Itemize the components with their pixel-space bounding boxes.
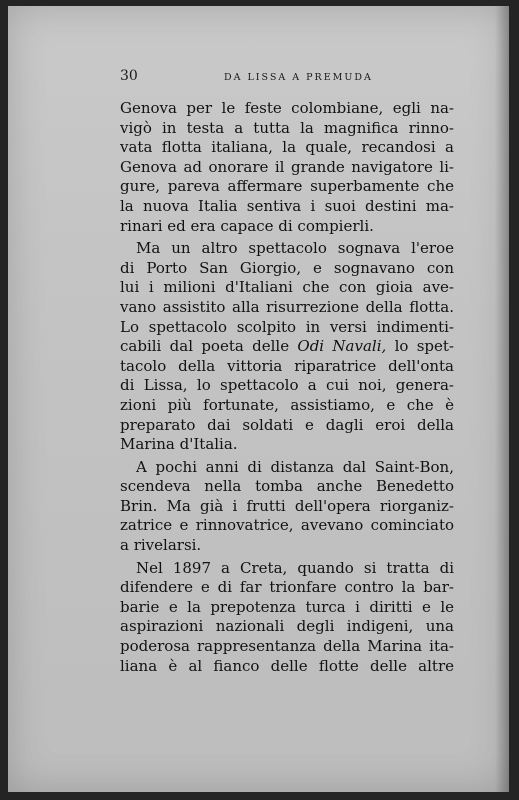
text-line: A pochi anni di distanza dal Saint-Bon, xyxy=(136,457,454,476)
text-line: Marina d'Italia. xyxy=(120,435,238,454)
text-line: Brin. Ma già i frutti dell'opera riorganiz- xyxy=(120,496,454,515)
paragraph-3 xyxy=(120,458,454,556)
text-line: poderosa rappresentanza della Marina ita- xyxy=(120,637,454,656)
text-segment: cabili dal poeta delle xyxy=(120,337,298,356)
paragraph-4 xyxy=(120,559,454,677)
text-line: Genova ad onorare il grande navigatore li- xyxy=(120,157,454,176)
text-line: zatrice e rinnovatrice, avevano cominciato xyxy=(120,516,454,535)
text-line: a rivelarsi. xyxy=(120,536,202,555)
page-spine-shadow xyxy=(495,6,509,792)
paragraph-2 xyxy=(120,239,454,455)
text-line: vigò in testa a tutta la magnifica rinno- xyxy=(120,118,454,137)
text-line: la nuova Italia sentiva i suoi destini ma- xyxy=(120,196,454,215)
text-segment: lo spet- xyxy=(386,337,455,356)
text-line: vata flotta italiana, la quale, recandosi a xyxy=(120,138,454,157)
text-line-mixed xyxy=(120,337,454,357)
text-line: Lo spettacolo scolpito in versi indimenti- xyxy=(120,317,454,336)
page-header xyxy=(120,68,450,88)
book-page xyxy=(8,6,509,792)
text-line: Nel 1897 a Creta, quando si tratta di xyxy=(136,558,454,577)
text-line: Ma un altro spettacolo sognava l'eroe xyxy=(136,239,454,258)
text-line: barie e la prepotenza turca i diritti e le xyxy=(120,597,454,616)
text-line: rinari ed era capace di compierli. xyxy=(120,216,374,235)
text-line: aspirazioni nazionali degli indigeni, una xyxy=(120,617,454,636)
text-line: gure, pareva affermare superbamente che xyxy=(120,177,454,196)
paragraph-1 xyxy=(120,99,454,236)
text-line: preparato dai soldati e dagli eroi della xyxy=(120,415,454,434)
text-line: scendeva nella tomba anche Benedetto xyxy=(120,477,454,496)
text-line: di Porto San Giorgio, e sognavano con xyxy=(120,258,454,277)
text-line: Genova per le feste colombiane, egli na- xyxy=(120,99,454,117)
work-title: Odi Navali, xyxy=(297,337,387,356)
page-number: 30 xyxy=(120,68,138,84)
text-line: liana è al fianco delle flotte delle altre xyxy=(120,656,454,675)
running-head: DA LISSA A PREMUDA xyxy=(224,72,373,83)
body-text xyxy=(120,99,454,676)
text-line: zioni più fortunate, assistiamo, e che è xyxy=(120,395,454,414)
text-line: di Lissa, lo spettacolo a cui noi, genera- xyxy=(120,376,454,395)
text-line: vano assistito alla risurrezione della flotta. xyxy=(120,297,454,316)
text-line: tacolo della vittoria riparatrice dell'onta xyxy=(120,356,454,375)
text-line: lui i milioni d'Italiani che con gioia ave- xyxy=(120,278,454,297)
text-line: difendere e di far trionfare contro la bar- xyxy=(120,578,454,597)
